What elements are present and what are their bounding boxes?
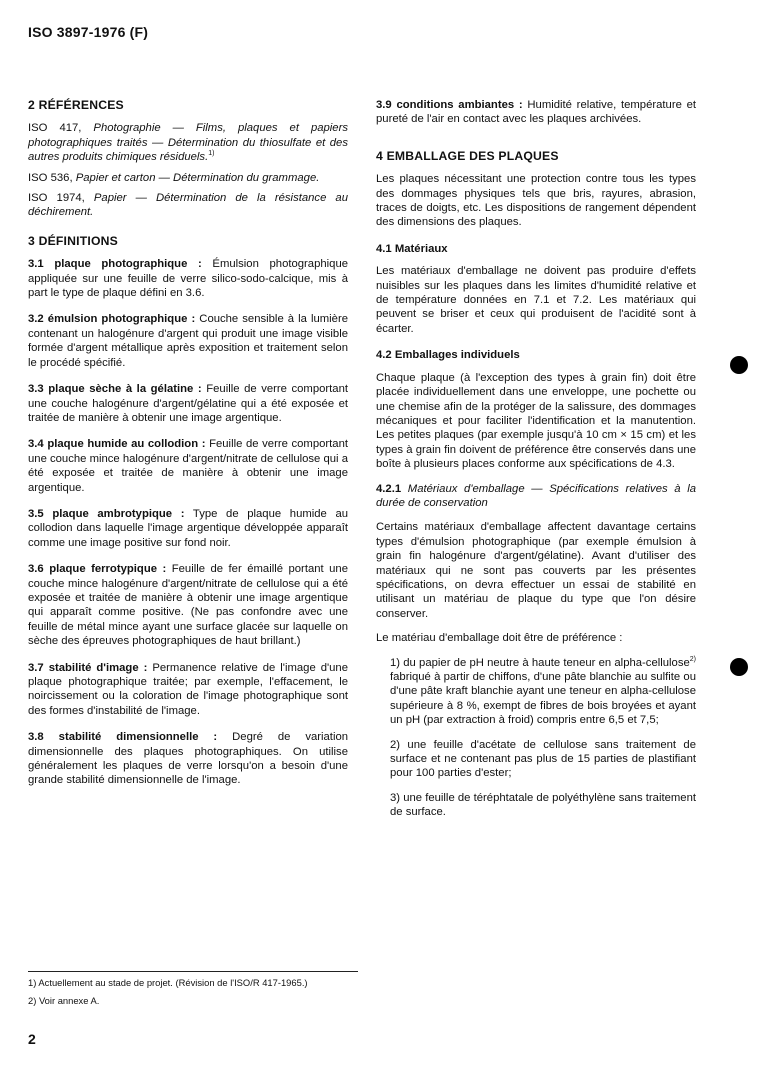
- definition-3-5: [28, 507, 348, 550]
- definition-number: 3.8: [28, 731, 44, 744]
- definition-text: Permanence relative de l'image d'une plaque photographique traitée; par exemple, l'effacement, le noircissement ou la coloration de l'image photographique sont des formes d'instabilité de l'image.: [28, 661, 348, 717]
- subsection-4-2-title: 4.2 Emballages individuels: [376, 349, 520, 362]
- definition-number: 3.7: [28, 661, 44, 674]
- subsection-4-2-1-title: [376, 482, 696, 511]
- section-4-intro: Les plaques nécessitant une protection contre tous les types des dommages physiques tels que bris, rayures, abrasion, traces de doigts, etc. Les dispositions de rangement dépendent des dimensions des plaques.: [376, 173, 696, 229]
- definition-3-3: [28, 382, 348, 425]
- definition-term: stabilité d'image :: [48, 661, 148, 674]
- subsection-heading: Matériaux d'emballage — Spécifications relatives à la durée de conservation: [376, 482, 696, 509]
- subsection-4-1-text: Les matériaux d'emballage ne doivent pas produire d'effets nuisibles sur les plaques dans les limites d'humidité relative et de température données en 7.1 et 7.2. Les matériaux qui peuvent se briser et ceux qui produisent de l'acidité sont à écarter.: [376, 265, 696, 335]
- definition-number: 3.1: [28, 258, 44, 271]
- definition-3-9: [376, 98, 696, 127]
- definition-term: conditions ambiantes :: [396, 99, 523, 111]
- definition-term: émulsion photographique :: [47, 313, 196, 326]
- definition-number: 3.9: [376, 99, 392, 111]
- document-header: ISO 3897-1976 (F): [28, 24, 149, 40]
- definition-text: Type de plaque humide au collodion dans laquelle l'image argentique développée apparaît comme une image positive sur fond noir.: [28, 507, 349, 549]
- definition-text: Degré de variation dimensionnelle des plaques photographiques. On utilise généralement les plaques de verre lorsqu'on a besoin d'une grande stabilité dimensionnelle de l'image.: [28, 731, 349, 787]
- reference-iso-536: [28, 171, 348, 185]
- footnote-separator: [28, 971, 358, 972]
- footnote-1: 1) Actuellement au stade de projet. (Révision de l'ISO/R 417-1965.): [28, 977, 308, 988]
- subsection-4-2-text: Chaque plaque (à l'exception des types à grain fin) doit être placée individuellement dans une enveloppe, une pochette ou une chemise afin de la protéger de la salissure, des dommages mécaniques et pour faciliter l'identification et la manutention. Les petites plaques (par exemple jusqu'à 10 cm × 15 cm) et les types à grain fin doivent de préférence être conservés dans une boîte à plusieurs places conforme aux spécifications de 4.3.: [376, 371, 696, 471]
- definition-term: plaque sèche à la gélatine :: [48, 383, 202, 396]
- definition-term: stabilité dimensionnelle :: [58, 731, 218, 744]
- margin-change-marker: [730, 658, 748, 676]
- right-column: [376, 98, 696, 830]
- subsection-4-1-title: 4.1 Matériaux: [376, 242, 448, 255]
- definition-3-7: [28, 661, 348, 719]
- reference-title: Papier — Détermination de la résistance au déchirement.: [28, 192, 348, 219]
- reference-id: ISO 536,: [28, 171, 76, 184]
- definition-3-4: [28, 437, 348, 495]
- footnote-ref: 2): [689, 655, 696, 663]
- margin-change-marker: [730, 356, 748, 374]
- definition-number: 3.2: [28, 313, 44, 326]
- list-item-3: 3) une feuille de téréphtatale de polyéthylène sans traitement de surface.: [390, 791, 696, 819]
- footnote-ref: 1): [208, 150, 215, 158]
- definition-text: Émulsion photographique appliquée sur une feuille de verre silico-sodo-calcique, mis à part le type de plaque défini en 3.6.: [28, 258, 349, 300]
- subsection-4-2-1-text: Certains matériaux d'emballage affectent davantage certains types d'émulsion photographique (par exemple émulsion à grain fin halogénure d'argent/gélatine). Avant d'utiliser des matériaux qui ne sont pas couverts par les présentes spécifications, on devra effectuer un essai de stabilité en utilisant un matériau de plaque du type que l'on désire conserver.: [376, 521, 696, 620]
- definition-3-8: [28, 730, 348, 788]
- section-2-title: 2 RÉFÉRENCES: [28, 98, 124, 112]
- definition-3-2: [28, 312, 348, 370]
- definition-text: Feuille de fer émaillé portant une couche mince halogénure d'argent/nitrate de cellulose qui a été exposée et traitée de manière à obtenir une image argentique qui apparaît comme positive. (Ne pas confondre avec une feuille de métal mince ayant une surface glacée sur laquelle on sèche des épreuves photographiques de haut brillant.): [28, 563, 348, 648]
- list-item-1: [376, 656, 696, 728]
- definition-number: 3.6: [28, 563, 44, 576]
- preference-statement: Le matériau d'emballage doit être de préférence :: [376, 632, 623, 645]
- definition-text: Feuille de verre comportant une couche mince halogénure d'argent/nitrate de cellulose qui a été exposée et traitée de manière à obtenir une image argentique.: [28, 438, 349, 494]
- definition-text: Feuille de verre comportant une couche halogénure d'argent/gélatine qui a été exposée et traitée de manière à obtenir une image argentique.: [28, 383, 349, 424]
- definition-number: 3.4: [28, 438, 44, 451]
- reference-iso-417: [28, 121, 348, 164]
- definition-text: Humidité relative, température et pureté de l'air en contact avec les plaques archivées.: [376, 99, 697, 126]
- definition-term: plaque humide au collodion :: [47, 438, 206, 451]
- definition-term: plaque photographique :: [54, 258, 202, 271]
- definition-number: 3.3: [28, 383, 44, 396]
- list-item-2: 2) une feuille d'acétate de cellulose sans traitement de surface et ne contenant pas plus de 15 parties de plastifiant pour 100 parties d'ester;: [390, 738, 696, 780]
- reference-iso-1974: [28, 191, 348, 220]
- reference-title: Papier et carton — Détermination du grammage.: [75, 171, 320, 184]
- footnote-2: 2) Voir annexe A.: [28, 995, 100, 1006]
- reference-title: Photographie — Films, plaques et papiers photographiques traités — Détermination du thiosulfate et des autres produits chimiques résiduels.: [28, 122, 348, 164]
- subsection-number: 4.2.1: [376, 482, 408, 495]
- list-item-text: 1) du papier de pH neutre à haute teneur en alpha-cellulose: [390, 656, 690, 669]
- definition-3-6: [28, 562, 348, 648]
- reference-id: ISO 1974,: [28, 192, 94, 205]
- section-4-title: 4 EMBALLAGE DES PLAQUES: [376, 148, 559, 163]
- left-column: [28, 98, 348, 800]
- reference-id: ISO 417,: [28, 122, 94, 135]
- definition-term: plaque ambrotypique :: [52, 507, 185, 520]
- section-3-title: 3 DÉFINITIONS: [28, 233, 118, 248]
- definition-term: plaque ferrotypique :: [49, 563, 167, 576]
- list-item-text: fabriqué à partir de chiffons, d'une pâte blanchie au sulfite ou d'une pâte kraft blanchie ayant une teneur en alpha-cellulose supérieure à 8 %, exempt de fibres de bois broyées et ayant un pH (par extraction à froid) compris entre 6,5 et 7,5;: [390, 671, 696, 727]
- definition-3-1: [28, 257, 348, 300]
- definition-number: 3.5: [28, 507, 44, 520]
- definition-text: Couche sensible à la lumière contenant un halogénure d'argent qui produit une image visible formée d'argent métallique après exposition et traitement selon le procédé spécifié.: [28, 313, 349, 369]
- page-number: 2: [28, 1031, 36, 1047]
